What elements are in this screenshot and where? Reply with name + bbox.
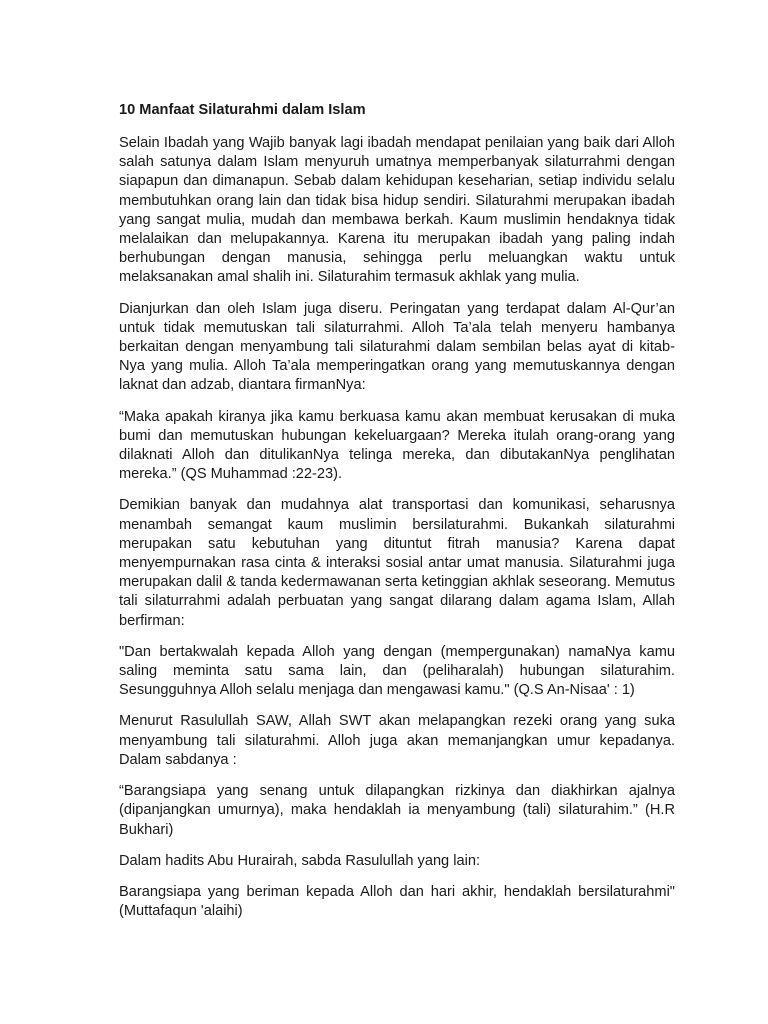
- quote-hr-bukhari: “Barangsiapa yang senang untuk dilapangkan rizkinya dan diakhirkan ajalnya (dipanjangkan umurnya), maka hendaklah ia menyambung (tali) silaturahim.” (H.R Bukhari): [119, 783, 675, 838]
- quote-qs-an-nisaa: "Dan bertakwalah kepada Alloh yang dengan (mempergunakan) namaNya kamu saling meminta satu sama lain, dan (peliharalah) hubungan silaturahim. Sesungguhnya Alloh selalu menjaga dan mengawasi kamu." (Q.S An-Nisaa' : 1): [119, 643, 675, 699]
- paragraph-rasulullah: Menurut Rasulullah SAW, Allah SWT akan melapangkan rezeki orang yang suka menyambung tali silaturahmi. Alloh juga akan memanjangkan umur kepadanya. Dalam sabdanya :: [119, 713, 675, 768]
- document-page: [119, 100, 675, 933]
- paragraph-intro: Selain Ibadah yang Wajib banyak lagi ibadah mendapat penilaian yang baik dari Alloh salah satunya dalam Islam menyuruh umatnya memperbanyak silaturrahmi dengan siapapun dan dimanapun. Sebab dalam kehidupan keseharian, setiap individu selalu membutuhkan orang lain dan tidak bisa hidup sendiri. Silaturahmi merupakan ibadah yang sangat mulia, mudah dan membawa berkah. Kaum muslimin hendaknya tidak melalaikan dan melupakannya. Karena itu merupakan ibadah yang paling indah berhubungan dengan manusia, sehingga perlu meluangkan waktu untuk melaksanakan amal shalih ini. Silaturahim termasuk akhlak yang mulia.: [119, 135, 675, 286]
- quote-muttafaqun-alaihi: Barangsiapa yang beriman kepada Alloh dan hari akhir, hendaklah bersilaturahmi" (Muttafaqun 'alaihi): [119, 883, 675, 920]
- paragraph-transportation: Demikian banyak dan mudahnya alat transportasi dan komunikasi, seharusnya menambah semangat kaum muslimin bersilaturahmi. Bukankah silaturahmi merupakan satu kebutuhan yang dituntut fitrah manusia? Karena dapat menyempurnakan rasa cinta & interaksi sosial antar umat manusia. Silaturahmi juga merupakan dalil & tanda kedermawanan serta ketinggian akhlak seseorang. Memutus tali silaturrahmi adalah perbuatan yang sangat dilarang dalam agama Islam, Allah berfirman:: [119, 497, 675, 629]
- quote-qs-muhammad: “Maka apakah kiranya jika kamu berkuasa kamu akan membuat kerusakan di muka bumi dan memutuskan hubungan kekeluargaan? Mereka itulah orang-orang yang dilaknati Alloh dan ditulikanNya telinga mereka, dan dibutakanNya penglihatan mereka.” (QS Muhammad :22-23).: [119, 408, 675, 483]
- paragraph-abu-hurairah: Dalam hadits Abu Hurairah, sabda Rasulullah yang lain:: [119, 852, 481, 869]
- paragraph-recommendation: Dianjurkan dan oleh Islam juga diseru. Peringatan yang terdapat dalam Al-Qur’an untuk tidak memutuskan tali silaturrahmi. Alloh Ta’ala telah menyeru hambanya berkaitan dengan menyambung tali silaturahmi dalam sembilan belas ayat di kitab-Nya yang mulia. Alloh Ta’ala memperingatkan orang yang memutuskannya dengan laknat dan adzab, diantara firmanNya:: [119, 300, 675, 394]
- document-title: 10 Manfaat Silaturahmi dalam Islam: [119, 102, 366, 118]
